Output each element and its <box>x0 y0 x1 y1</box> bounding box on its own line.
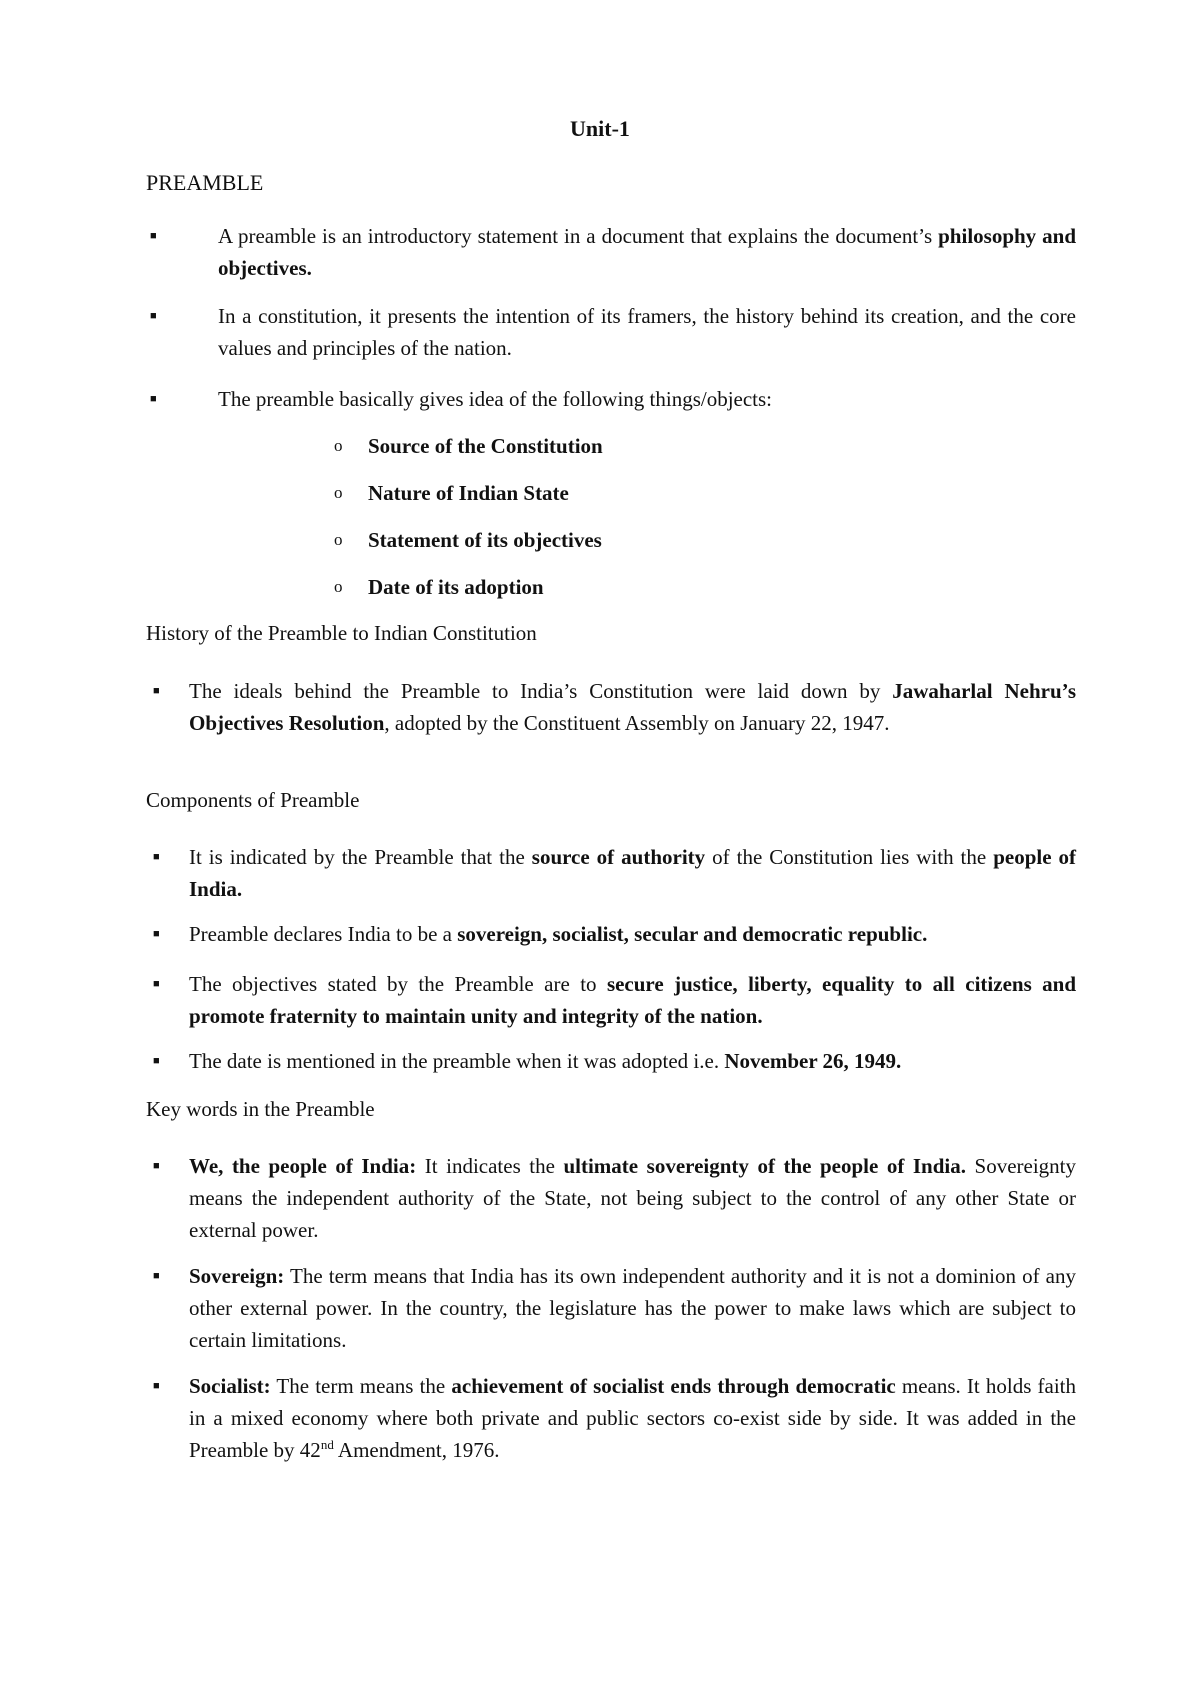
sub-bullet-marker: o <box>334 483 343 502</box>
bold-text: philosophy and objectives. <box>218 224 1077 280</box>
text-run: The ideals behind the Preamble to India’s Constitution were laid down by <box>189 679 893 703</box>
bullet-marker: ■ <box>153 685 160 697</box>
bold-text: We, the people of India: <box>189 1154 417 1178</box>
components-item-2-text <box>189 922 927 946</box>
keywords-item-1-text <box>189 1154 1076 1242</box>
text-run: In a constitution, it presents the intention of its framers, the history behind its creation, and the core values and principles of the nation. <box>218 304 1076 360</box>
bullet-marker: ■ <box>153 928 160 940</box>
bullet-marker: ■ <box>153 1380 160 1392</box>
intro-bullet-1 <box>218 220 1076 284</box>
bold-text: Socialist: <box>189 1374 271 1398</box>
components-item-4 <box>189 1045 1076 1077</box>
intro-bullet-2-text <box>218 304 1076 360</box>
keywords-item-1 <box>189 1150 1076 1246</box>
intro-bullet-2 <box>218 300 1076 364</box>
bullet-marker: ■ <box>153 1055 160 1067</box>
bold-text: Jawaharlal Nehru’s Objectives Resolution <box>189 679 1077 735</box>
components-item-3-text <box>189 972 1076 1028</box>
section-heading-history: History of the Preamble to Indian Constitution <box>146 621 537 645</box>
text-run: Amendment, 1976. <box>333 1438 500 1462</box>
sub-item-date: Date of its adoption <box>368 575 544 599</box>
components-item-1-text <box>189 845 1076 901</box>
history-item-1-text <box>189 679 1076 735</box>
intro-bullet-1-text <box>218 224 1076 280</box>
bold-text: ultimate sovereignty of the people of India. <box>563 1154 966 1178</box>
bullet-marker: ■ <box>150 393 157 405</box>
text-run: of the Constitution lies with the <box>705 845 994 869</box>
bullet-marker: ■ <box>150 310 157 322</box>
intro-bullet-3 <box>218 383 1076 415</box>
preamble-heading: PREAMBLE <box>146 170 264 195</box>
sub-bullet-marker: o <box>334 577 343 596</box>
bullet-marker: ■ <box>153 851 160 863</box>
bold-text: people of India. <box>189 845 1077 901</box>
section-heading-components: Components of Preamble <box>146 788 360 812</box>
unit-title: Unit-1 <box>570 116 630 141</box>
components-item-4-text <box>189 1049 901 1073</box>
keywords-item-3 <box>189 1370 1076 1466</box>
text-run: Preamble declares India to be a <box>189 922 458 946</box>
intro-bullet-3-text <box>218 387 772 411</box>
components-item-2 <box>189 918 1076 950</box>
text-run: , adopted by the Constituent Assembly on January 22, 1947. <box>384 711 890 735</box>
bold-text: November 26, 1949. <box>724 1049 902 1073</box>
sub-bullet-marker: o <box>334 436 343 455</box>
text-run: means. It holds faith in a mixed economy where both private and public sectors co-exist side by side. It was added in the Preamble by 42 <box>189 1374 1076 1462</box>
text-run: The date is mentioned in the preamble when it was adopted i.e. <box>189 1049 725 1073</box>
text-run: The term means the <box>270 1374 452 1398</box>
bold-text: source of authority <box>531 845 706 869</box>
text-run: The preamble basically gives idea of the following things/objects: <box>218 387 773 411</box>
text-run: It indicates the <box>416 1154 564 1178</box>
text-run: A preamble is an introductory statement in a document that explains the document’s <box>218 224 939 248</box>
text-run: The objectives stated by the Preamble are to <box>189 972 607 996</box>
sub-bullet-marker: o <box>334 530 343 549</box>
bullet-marker: ■ <box>153 1160 160 1172</box>
sub-item-nature: Nature of Indian State <box>368 481 569 505</box>
bullet-marker: ■ <box>153 1270 160 1282</box>
text-run: The term means that India has its own independent authority and it is not a dominion of any other external power. In the country, the legislature has the power to make laws which are subject to certain limitations. <box>189 1264 1076 1352</box>
bold-text: achievement of socialist ends through democratic <box>451 1374 896 1398</box>
sub-item-objectives: Statement of its objectives <box>368 528 602 552</box>
bold-text: sovereign, socialist, secular and democratic republic. <box>457 922 928 946</box>
keywords-item-2 <box>189 1260 1076 1356</box>
components-item-1 <box>189 841 1076 905</box>
history-item-1 <box>189 675 1076 739</box>
superscript-text: nd <box>320 1437 334 1452</box>
keywords-item-3-text <box>189 1374 1076 1462</box>
text-run: Sovereignty means the independent authority of the State, not being subject to the control of any other State or external power. <box>189 1154 1077 1242</box>
text-run: It is indicated by the Preamble that the <box>189 845 532 869</box>
bold-text: Sovereign: <box>189 1264 285 1288</box>
bold-text: secure justice, liberty, equality to all citizens and promote fraternity to maintain unity and integrity of the nation. <box>189 972 1076 1028</box>
components-item-3 <box>189 968 1076 1032</box>
keywords-item-2-text <box>189 1264 1076 1352</box>
section-heading-keywords: Key words in the Preamble <box>146 1097 375 1121</box>
bullet-marker: ■ <box>153 978 160 990</box>
sub-item-source: Source of the Constitution <box>368 434 603 458</box>
bullet-marker: ■ <box>150 230 157 242</box>
